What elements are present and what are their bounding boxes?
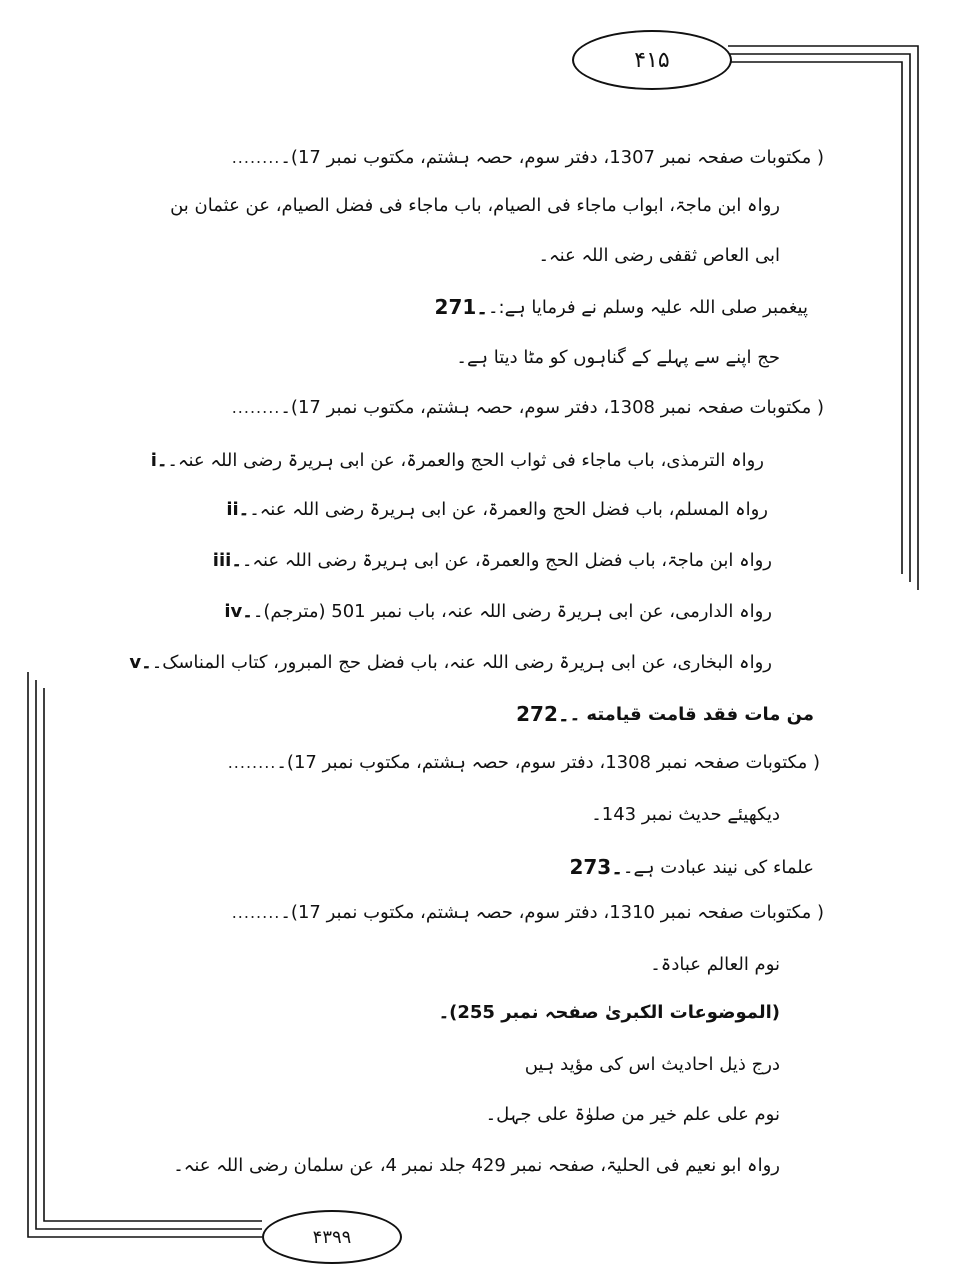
line-5 [456,340,780,374]
marker-9: iii۔ [212,549,242,571]
text-17: نوم العالم عبادۃ۔ [650,953,780,975]
marker-1: ........ [231,147,281,167]
marker-7: i۔ [150,449,168,471]
text-1: ( مکتوبات صفحہ نمبر 1307، دفتر سوم، حصہ ہشتم، مکتوب نمبر 17)۔ [280,146,824,168]
line-18 [439,995,780,1029]
text-9: رواہ ابن ماجۃ، باب فضل الحج والعمرۃ، عن ابی ہریرۃ رضی اللہ عنہ۔ [241,549,772,571]
text-7: رواہ الترمذی، باب ماجاء فی ثواب الحج والعمرۃ، عن ابی ہریرۃ رضی اللہ عنہ۔ [167,449,764,471]
line-2 [170,188,780,222]
text-19: درج ذیل احادیث اس کی مؤید ہیں [524,1053,780,1075]
line-20 [486,1097,780,1131]
marker-12: 272۔ [516,702,570,726]
marker-13: ........ [227,752,277,772]
marker-15: 273۔ [569,855,623,879]
line-16 [232,895,832,929]
text-15: علماء کی نیند عبادت ہے۔ [622,856,814,878]
marker-6: ........ [231,397,281,417]
line-12 [516,697,832,731]
page-number-bottom: ۴۳۹۹ [262,1210,402,1264]
line-6 [232,390,832,424]
text-6: ( مکتوبات صفحہ نمبر 1308، دفتر سوم، حصہ ہشتم، مکتوب نمبر 17)۔ [280,396,824,418]
text-3: ابی العاص ثقفی رضی اللہ عنہ۔ [538,244,780,266]
marker-10: iv۔ [224,600,253,622]
text-21: رواہ ابو نعیم فی الحلیۃ، صفحہ نمبر 429 جلد نمبر 4، عن سلمان رضی اللہ عنہ۔ [173,1154,780,1176]
line-13 [228,745,832,779]
marker-11: v۔ [129,651,152,673]
text-5: حج اپنے سے پہلے کے گناہوں کو مٹا دیتا ہے۔ [456,346,780,368]
line-14 [591,797,780,831]
text-20: نوم علی علم خیر من صلوٰۃ علی جہل۔ [485,1103,780,1125]
line-7 [151,443,782,477]
line-8 [226,492,782,526]
text-2: رواہ ابن ماجۃ، ابواب ماجاء فی الصیام، باب ماجاء فی فضل الصیام، عن عثمان بن [170,194,780,216]
line-4 [435,290,832,324]
marker-16: ........ [231,902,281,922]
line-3 [539,238,781,272]
line-17 [650,947,780,981]
line-19 [525,1047,780,1081]
text-18: (الموضوعات الکبریٰ صفحہ نمبر 255)۔ [438,1001,780,1023]
line-1 [232,140,832,174]
line-10 [224,594,782,628]
text-14: دیکھیئے حدیث نمبر 143۔ [591,803,780,825]
text-13: ( مکتوبات صفحہ نمبر 1308، دفتر سوم، حصہ ہشتم، مکتوب نمبر 17)۔ [276,751,820,773]
text-10: رواہ الدارمی، عن ابی ہریرۃ رضی اللہ عنہ، باب نمبر 501 (مترجم)۔ [252,600,772,622]
text-12: من مات فقد قامت قیامته ۔ [569,703,814,725]
text-8: رواہ المسلم، باب فضل الحج والعمرۃ، عن ابی ہریرۃ رضی اللہ عنہ۔ [249,498,768,520]
line-15 [569,850,832,884]
text-4: پیغمبر صلی اللہ علیہ وسلم نے فرمایا ہے:۔ [488,296,808,318]
page-number-top: ۴۱۵ [572,30,732,90]
text-16: ( مکتوبات صفحہ نمبر 1310، دفتر سوم، حصہ ہشتم، مکتوب نمبر 17)۔ [280,901,824,923]
line-21 [173,1148,780,1182]
marker-4: 271۔ [434,295,488,319]
marker-8: ii۔ [226,498,250,520]
line-9 [213,543,782,577]
line-11 [129,645,782,679]
text-11: رواہ البخاری، عن ابی ہریرۃ رضی اللہ عنہ، باب فضل حج المبرور، کتاب المناسک۔ [151,651,772,673]
